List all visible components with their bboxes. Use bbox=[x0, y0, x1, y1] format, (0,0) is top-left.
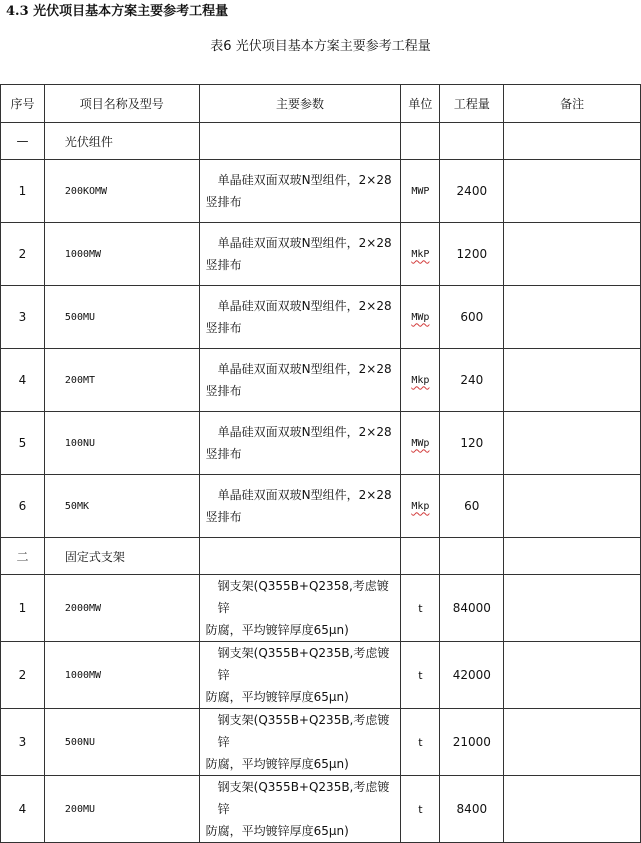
row-quantity: 120 bbox=[440, 412, 504, 475]
row-unit-text: t bbox=[418, 668, 423, 682]
table-row bbox=[1, 349, 641, 412]
row-quantity: 84000 bbox=[440, 575, 504, 642]
group-name: 固定式支架 bbox=[44, 538, 199, 575]
row-quantity: 1200 bbox=[440, 223, 504, 286]
row-item-name: 2000MW bbox=[44, 575, 199, 642]
group-row bbox=[1, 538, 641, 575]
header-unit: 单位 bbox=[401, 85, 440, 123]
table-row bbox=[1, 223, 641, 286]
row-seq: 4 bbox=[1, 349, 45, 412]
table-row bbox=[1, 412, 641, 475]
table-row bbox=[1, 286, 641, 349]
row-params-line2: 防腐，平均镀锌厚度65μn) bbox=[205, 623, 349, 637]
section-heading: 4.3 光伏项目基本方案主要参考工程量 bbox=[6, 4, 229, 19]
group-seq: 二 bbox=[1, 538, 45, 575]
row-seq: 3 bbox=[1, 709, 45, 776]
row-remarks bbox=[504, 642, 641, 709]
row-params-line1: 单晶硅双面双玻N型组件，2×28 bbox=[217, 173, 392, 187]
row-unit bbox=[401, 412, 440, 475]
group-note-cell bbox=[504, 538, 641, 575]
table-row bbox=[1, 776, 641, 843]
row-unit-text: MWp bbox=[411, 437, 430, 449]
row-unit bbox=[401, 349, 440, 412]
row-unit bbox=[401, 776, 440, 843]
row-params-line2: 竖排布 bbox=[205, 258, 242, 272]
row-quantity: 600 bbox=[440, 286, 504, 349]
group-qty-cell bbox=[440, 538, 504, 575]
row-params-line2: 竖排布 bbox=[205, 195, 242, 209]
group-params-cell bbox=[199, 123, 401, 160]
header-item-name: 项目名称及型号 bbox=[44, 85, 199, 123]
row-unit-text: Mkp bbox=[411, 500, 430, 512]
row-remarks bbox=[504, 412, 641, 475]
row-seq: 2 bbox=[1, 223, 45, 286]
row-params bbox=[199, 412, 401, 475]
row-seq: 4 bbox=[1, 776, 45, 843]
row-unit-text: t bbox=[418, 802, 423, 816]
row-remarks bbox=[504, 575, 641, 642]
group-unit-cell bbox=[401, 538, 440, 575]
header-seq: 序号 bbox=[1, 85, 45, 123]
row-params-line2: 竖排布 bbox=[205, 321, 242, 335]
table-row bbox=[1, 642, 641, 709]
row-seq: 1 bbox=[1, 160, 45, 223]
row-remarks bbox=[504, 709, 641, 776]
group-params-cell bbox=[199, 538, 401, 575]
row-unit-text: t bbox=[418, 601, 423, 615]
group-seq: — bbox=[1, 123, 45, 160]
row-item-name: 500MU bbox=[44, 286, 199, 349]
row-remarks bbox=[504, 475, 641, 538]
row-unit bbox=[401, 642, 440, 709]
row-params-line1: 单晶硅双面双玻N型组件，2×28 bbox=[217, 236, 392, 250]
row-params-line1: 单晶硅双面双玻N型组件，2×28 bbox=[217, 362, 392, 376]
row-params-line1: 钢支架(Q355B+Q2358,考虑镀锌 bbox=[217, 579, 389, 615]
table-row bbox=[1, 160, 641, 223]
row-remarks bbox=[504, 160, 641, 223]
row-quantity: 8400 bbox=[440, 776, 504, 843]
row-params-line2: 防腐，平均镀锌厚度65μn) bbox=[205, 757, 349, 771]
row-params-line1: 单晶硅双面双玻N型组件，2×28 bbox=[217, 425, 392, 439]
row-params bbox=[199, 475, 401, 538]
row-item-name: 200MU bbox=[44, 776, 199, 843]
row-item-name: 1000MW bbox=[44, 223, 199, 286]
group-unit-cell bbox=[401, 123, 440, 160]
row-unit bbox=[401, 223, 440, 286]
row-params-line1: 钢支架(Q355B+Q235B,考虑镀锌 bbox=[217, 780, 390, 816]
row-quantity: 2400 bbox=[440, 160, 504, 223]
table-header-row bbox=[1, 85, 641, 123]
row-seq: 5 bbox=[1, 412, 45, 475]
row-params bbox=[199, 575, 401, 642]
row-params-line2: 竖排布 bbox=[205, 447, 242, 461]
row-params bbox=[199, 642, 401, 709]
row-remarks bbox=[504, 349, 641, 412]
row-item-name: 1000MW bbox=[44, 642, 199, 709]
row-params-line2: 防腐，平均镀锌厚度65μn) bbox=[205, 690, 349, 704]
row-unit-text: MWp bbox=[411, 311, 430, 323]
row-remarks bbox=[504, 286, 641, 349]
group-note-cell bbox=[504, 123, 641, 160]
table-body bbox=[1, 123, 641, 843]
header-quantity: 工程量 bbox=[440, 85, 504, 123]
row-remarks bbox=[504, 776, 641, 843]
row-params bbox=[199, 709, 401, 776]
row-params bbox=[199, 286, 401, 349]
row-quantity: 240 bbox=[440, 349, 504, 412]
row-params-line1: 钢支架(Q355B+Q235B,考虑镀锌 bbox=[217, 713, 390, 749]
row-unit bbox=[401, 709, 440, 776]
row-params-line2: 防腐，平均镀锌厚度65μn) bbox=[205, 824, 349, 838]
row-item-name: 50MK bbox=[44, 475, 199, 538]
row-params bbox=[199, 223, 401, 286]
table-row bbox=[1, 575, 641, 642]
row-unit-text: MWP bbox=[411, 185, 430, 197]
row-unit bbox=[401, 286, 440, 349]
row-item-name: 200KOMW bbox=[44, 160, 199, 223]
row-params-line2: 竖排布 bbox=[205, 384, 242, 398]
header-params: 主要参数 bbox=[199, 85, 401, 123]
row-params-line1: 钢支架(Q355B+Q235B,考虑镀锌 bbox=[217, 646, 390, 682]
row-params-line1: 单晶硅双面双玻N型组件，2×28 bbox=[217, 488, 392, 502]
row-seq: 3 bbox=[1, 286, 45, 349]
row-params-line2: 竖排布 bbox=[205, 510, 242, 524]
row-item-name: 200MT bbox=[44, 349, 199, 412]
row-quantity: 42000 bbox=[440, 642, 504, 709]
table-caption: 表6 光伏项目基本方案主要参考工程量 bbox=[210, 39, 431, 54]
row-unit-text: t bbox=[418, 735, 423, 749]
row-remarks bbox=[504, 223, 641, 286]
row-unit-text: MkP bbox=[411, 248, 430, 260]
row-quantity: 60 bbox=[440, 475, 504, 538]
row-unit bbox=[401, 575, 440, 642]
row-unit-text: Mkp bbox=[411, 374, 430, 386]
group-row bbox=[1, 123, 641, 160]
row-params bbox=[199, 160, 401, 223]
row-quantity: 21000 bbox=[440, 709, 504, 776]
row-params bbox=[199, 776, 401, 843]
row-item-name: 500NU bbox=[44, 709, 199, 776]
row-unit bbox=[401, 475, 440, 538]
quantities-table bbox=[0, 84, 641, 843]
row-item-name: 100NU bbox=[44, 412, 199, 475]
table-row bbox=[1, 709, 641, 776]
row-params bbox=[199, 349, 401, 412]
row-params-line1: 单晶硅双面双玻N型组件，2×28 bbox=[217, 299, 392, 313]
row-unit bbox=[401, 160, 440, 223]
group-qty-cell bbox=[440, 123, 504, 160]
row-seq: 2 bbox=[1, 642, 45, 709]
row-seq: 1 bbox=[1, 575, 45, 642]
row-seq: 6 bbox=[1, 475, 45, 538]
group-name: 光伏组件 bbox=[44, 123, 199, 160]
table-row bbox=[1, 475, 641, 538]
header-remarks: 备注 bbox=[504, 85, 641, 123]
